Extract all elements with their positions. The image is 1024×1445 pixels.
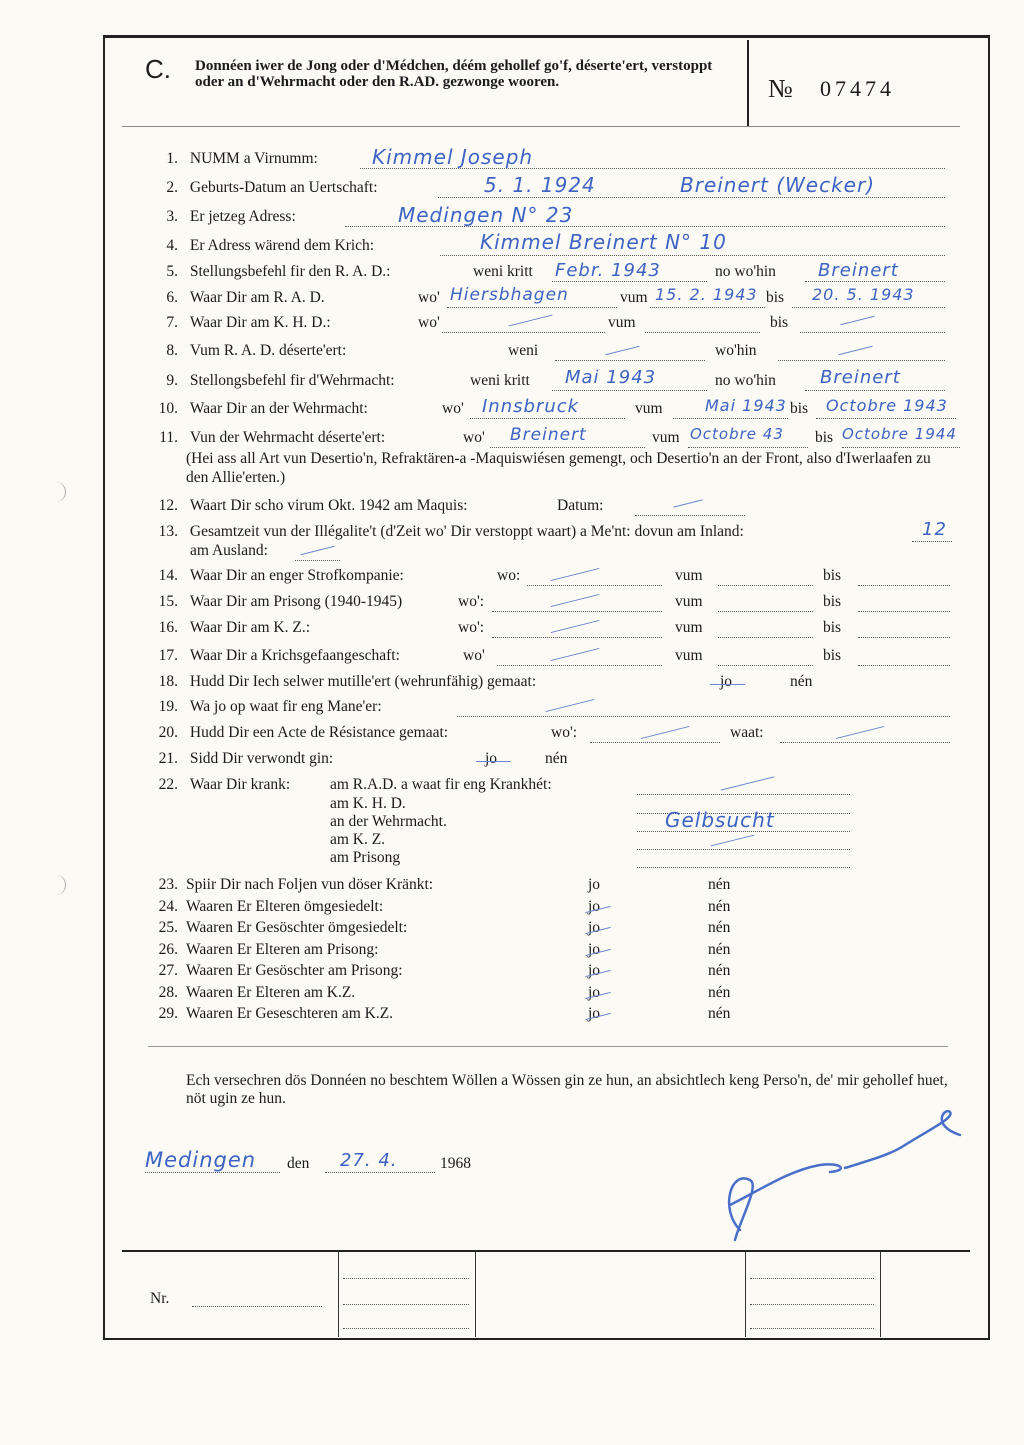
field-number: 8. [166, 342, 178, 359]
label-to: bis [823, 567, 842, 584]
table-line[interactable] [750, 1278, 874, 1279]
field-label: Waaren Er Gesöschter ömgesiedelt: [186, 919, 408, 936]
answer-line[interactable] [490, 447, 645, 448]
field-label: Waaren Er Elteren ömgesiedelt: [186, 898, 384, 915]
field-label: Stellungsbefehl fir den R. A. D.: [189, 263, 391, 280]
field-number: 22. [158, 776, 178, 793]
answer-line[interactable] [858, 637, 950, 638]
answer-line[interactable] [295, 560, 340, 561]
label-from: vum [620, 289, 648, 306]
field-number: 28. [158, 984, 178, 1001]
field-label: Waar Dir am K. Z.: [189, 619, 310, 636]
year-label: 1968 [440, 1155, 471, 1172]
field-2 [150, 179, 378, 197]
label-to: bis [766, 289, 785, 306]
answer-line[interactable] [778, 360, 945, 361]
handwritten-value: Breinert [510, 425, 587, 445]
den-label: den [287, 1155, 310, 1172]
field-8 [150, 342, 346, 360]
answer-line[interactable] [438, 197, 945, 198]
label-from: vum [675, 647, 703, 664]
field-6 [150, 289, 325, 307]
section-letter: C. [145, 54, 171, 84]
answer-line[interactable] [635, 515, 745, 516]
answer-line[interactable] [552, 281, 707, 282]
label-where: wo' [463, 647, 485, 664]
field-label: Sidd Dir verwondt gin: [189, 750, 334, 767]
label-where: wo': [551, 724, 578, 741]
field-number: 9. [166, 372, 178, 389]
yes-no-question [150, 941, 378, 959]
header-rule [122, 126, 960, 127]
label-from: vum [675, 593, 703, 610]
footer-rule [122, 1250, 970, 1252]
handwritten-birthdate: 5. 1. 1924 [484, 173, 596, 197]
field-21 [150, 750, 333, 768]
table-divider [745, 1252, 746, 1337]
table-divider [880, 1252, 881, 1337]
option-yes[interactable]: jo [588, 919, 601, 936]
label-to: bis [823, 619, 842, 636]
label-from: vum [675, 567, 703, 584]
sub-label: am K. H. D. [330, 795, 406, 812]
answer-line[interactable] [858, 585, 950, 586]
field-number: 2. [166, 179, 178, 196]
answer-line[interactable] [912, 541, 952, 542]
sub-label: am Prisong [330, 849, 401, 866]
answer-line[interactable] [805, 281, 945, 282]
yes-no-question [150, 876, 433, 894]
answer-line[interactable] [492, 637, 662, 638]
table-line[interactable] [750, 1328, 874, 1329]
place-line[interactable] [145, 1172, 280, 1173]
label-from: vum [635, 400, 663, 417]
label-when: weni kritt [470, 372, 530, 389]
nr-line[interactable] [192, 1306, 322, 1307]
answer-line[interactable] [457, 716, 950, 717]
option-yes[interactable]: jo [720, 673, 733, 690]
answer-line[interactable] [650, 307, 765, 308]
table-divider [338, 1252, 339, 1337]
option-yes[interactable]: jo [588, 941, 601, 958]
answer-line[interactable] [497, 665, 662, 666]
field-4 [150, 237, 374, 255]
field-number: 21. [158, 750, 178, 767]
table-divider [475, 1252, 476, 1337]
option-no[interactable]: nén [708, 1005, 731, 1022]
field-number: 16. [158, 619, 178, 636]
label-where: no wo'hin [715, 372, 776, 389]
field-label: Waaren Er Gesöschter am Prisong: [186, 962, 403, 979]
field-label: Hudd Dir Iech selwer mutille'ert (wehrunfähig) gemaat: [189, 673, 537, 690]
field-22 [150, 776, 290, 794]
answer-line[interactable] [590, 742, 720, 743]
label-to: bis [770, 314, 789, 331]
handwritten-value: Innsbruck [482, 396, 580, 417]
answer-line[interactable] [637, 849, 850, 850]
field-15 [150, 593, 402, 611]
answer-line[interactable] [442, 332, 605, 333]
option-no[interactable]: nén [545, 750, 568, 767]
label-where: wo' [463, 429, 485, 446]
field-number: 13. [158, 523, 178, 540]
label-from: vum [608, 314, 636, 331]
number-sign: № [768, 74, 793, 103]
option-yes[interactable]: jo [588, 962, 601, 979]
handwritten-value: 12 [922, 519, 947, 540]
field-label: Hudd Dir een Acte de Résistance gemaat: [189, 724, 449, 741]
field-16 [150, 619, 310, 637]
field-number: 12. [158, 497, 178, 514]
yes-no-question [150, 898, 383, 916]
handwritten-value: Octobre 1943 [826, 396, 948, 415]
answer-line[interactable] [718, 611, 813, 612]
handwritten-value: 15. 2. 1943 [655, 285, 758, 304]
table-line[interactable] [343, 1278, 469, 1279]
option-yes[interactable]: jo [588, 876, 601, 893]
field-number: 14. [158, 567, 178, 584]
field-label: Geburts-Datum an Uertschaft: [189, 179, 378, 196]
label-where: wo' [418, 314, 440, 331]
desertion-note: (Hei ass all Art vun Desertio'n, Refraktären-a -Maquiswiésen gemengt, och Desertio'n an der Front, also d'Iwerlaafen zu den Allie'erten.) [186, 450, 931, 486]
field-label: Waart Dir scho virum Okt. 1942 am Maquis: [189, 497, 468, 514]
label-date: Datum: [557, 497, 604, 514]
field-12 [150, 497, 468, 515]
field-number: 29. [158, 1005, 178, 1022]
field-label: Spiir Dir nach Foljen vun döser Kränkt: [186, 876, 434, 893]
answer-line[interactable] [718, 665, 813, 666]
option-no[interactable]: nén [790, 673, 813, 690]
field-number: 11. [159, 429, 178, 446]
handwritten-illness: Gelbsucht [665, 808, 775, 832]
answer-line[interactable] [440, 255, 945, 256]
handwritten-name: Kimmel Joseph [372, 145, 534, 169]
answer-line[interactable] [792, 307, 945, 308]
field-number: 25. [158, 919, 178, 936]
field-17 [150, 647, 400, 665]
declaration-text: Ech versechren dös Donnéen no beschtem Wöllen a Wössen gin ze hun, an absichtlech keng Perso'n, de' mir gehollef huet, nöt ugin ze hun. [186, 1072, 948, 1107]
field-label: Er jetzeg Adress: [189, 208, 296, 225]
nr-label: Nr. [150, 1290, 170, 1307]
option-yes[interactable]: jo [588, 1005, 601, 1022]
label-rad-illness: am R.A.D. a waat fir eng Krankhét: [330, 776, 552, 793]
field-number: 26. [158, 941, 178, 958]
yes-no-question [150, 1005, 393, 1023]
date-line[interactable] [325, 1172, 435, 1173]
answer-line[interactable] [688, 447, 808, 448]
answer-line[interactable] [718, 585, 813, 586]
label-to: bis [790, 400, 809, 417]
label-what: waat: [730, 724, 764, 741]
field-1 [150, 150, 318, 168]
field-13 [150, 523, 744, 541]
handwritten-value: Mai 1943 [705, 396, 787, 415]
field-14 [150, 567, 404, 585]
field-label: Stellongsbefehl fir d'Wehrmacht: [189, 372, 395, 389]
sub-label: an der Wehrmacht. [330, 813, 447, 830]
field-label: Waaren Er Geseschteren am K.Z. [186, 1005, 394, 1022]
field-number: 27. [158, 962, 178, 979]
handwritten-value: Hiersbhagen [450, 285, 569, 305]
answer-line[interactable] [470, 418, 625, 419]
handwritten-date: 27. 4. [340, 1150, 398, 1171]
field-number: 4. [166, 237, 178, 254]
option-yes[interactable]: jo [485, 750, 498, 767]
field-number: 6. [166, 289, 178, 306]
option-yes[interactable]: jo [588, 984, 601, 1001]
label-from: vum [675, 619, 703, 636]
answer-line[interactable] [805, 390, 945, 391]
answer-line[interactable] [637, 794, 850, 795]
punch-hole [55, 482, 66, 502]
table-line[interactable] [343, 1304, 469, 1305]
label-where: wo' [418, 289, 440, 306]
label-to: bis [823, 593, 842, 610]
form-title: Donnéen iwer de Jong oder d'Médchen, déém gehollef go'f, déserte'ert, verstoppt oder an d'Wehrmacht oder den R.AD. gezwonge wooren. [195, 58, 713, 90]
field-number: 20. [158, 724, 178, 741]
answer-line[interactable] [780, 742, 950, 743]
field-label: Waar Dir an enger Strofkompanie: [189, 567, 404, 584]
label-where: wo'hin [715, 342, 757, 359]
field-9 [150, 372, 395, 390]
field-label: Waar Dir am Prisong (1940-1945) [189, 593, 403, 610]
strike-mark [476, 761, 511, 762]
field-number: 7. [166, 314, 178, 331]
field-18 [150, 673, 536, 691]
answer-line[interactable] [492, 611, 662, 612]
form-number: 07474 [820, 76, 895, 101]
answer-line[interactable] [800, 332, 945, 333]
field-label: Waaren Er Elteren am K.Z. [186, 984, 356, 1001]
answer-line[interactable] [858, 665, 950, 666]
field-19 [150, 698, 382, 716]
option-no[interactable]: nén [708, 919, 731, 936]
answer-line[interactable] [673, 418, 788, 419]
answer-line[interactable] [645, 332, 760, 333]
answer-line[interactable] [858, 611, 950, 612]
field-number: 15. [158, 593, 178, 610]
option-no[interactable]: nén [708, 941, 731, 958]
punch-hole [55, 875, 66, 895]
handwritten-value: Octobre 1944 [842, 425, 957, 443]
field-number: 19. [158, 698, 178, 715]
handwritten-value: 20. 5. 1943 [812, 285, 915, 304]
option-no[interactable]: nén [708, 962, 731, 979]
answer-line[interactable] [552, 390, 707, 391]
field-label: Gesamtzeit vun der Illégalite't (d'Zeit wo' Dir verstoppt waart) a Me'nt: dovun am Inland: [189, 523, 744, 540]
field-20 [150, 724, 448, 742]
label-where: wo': [458, 619, 485, 636]
header-divider [747, 40, 749, 126]
label-to: bis [823, 647, 842, 664]
handwritten-value: Breinert [820, 367, 901, 388]
label-abroad: am Ausland: [190, 542, 268, 559]
field-number: 23. [158, 876, 178, 893]
answer-line[interactable] [637, 867, 850, 868]
answer-line[interactable] [718, 637, 813, 638]
field-label: Waar Dir krank: [189, 776, 291, 793]
option-no[interactable]: nén [708, 898, 731, 915]
field-number: 24. [158, 898, 178, 915]
field-label: Er Adress wärend dem Krich: [189, 237, 375, 254]
handwritten-birthplace: Breinert (Wecker) [680, 173, 875, 197]
field-number: 3. [166, 208, 178, 225]
handwritten-address: Medingen N° 23 [398, 203, 574, 227]
field-number: 5. [166, 263, 178, 280]
field-11 [150, 429, 385, 447]
field-number: 10. [158, 400, 178, 417]
label-where: wo': [458, 593, 485, 610]
field-number: 17. [158, 647, 178, 664]
label-where: wo: [497, 567, 521, 584]
field-label: Waaren Er Elteren am Prisong: [186, 941, 379, 958]
handwritten-war-address: Kimmel Breinert N° 10 [480, 230, 727, 254]
field-label: Wa jo op waat fir eng Mane'er: [189, 698, 382, 715]
yes-no-question [150, 919, 407, 937]
label-when: weni [508, 342, 539, 359]
label-where: no wo'hin [715, 263, 776, 280]
field-number: 18. [158, 673, 178, 690]
field-label: Waar Dir an der Wehrmacht: [189, 400, 368, 417]
signature-image [700, 1110, 970, 1250]
answer-line[interactable] [842, 447, 960, 448]
field-label: Waar Dir a Krichsgefaangeschaft: [189, 647, 400, 664]
table-line[interactable] [343, 1328, 469, 1329]
handwritten-place: Medingen [145, 1148, 257, 1172]
option-yes[interactable]: jo [588, 898, 601, 915]
field-3 [150, 208, 296, 226]
answer-line[interactable] [816, 418, 956, 419]
handwritten-value: Febr. 1943 [555, 260, 661, 281]
field-label: Vum R. A. D. déserte'ert: [189, 342, 347, 359]
yes-no-question [150, 962, 403, 980]
field-label: Vun der Wehrmacht déserte'ert: [189, 429, 386, 446]
handwritten-value: Breinert [818, 260, 899, 281]
field-number: 1. [166, 150, 178, 167]
label-to: bis [815, 429, 834, 446]
handwritten-value: Mai 1943 [565, 367, 657, 388]
section-rule [148, 1046, 948, 1047]
field-label: NUMM a Virnumm: [189, 150, 318, 167]
field-7 [150, 314, 331, 332]
field-10 [150, 400, 368, 418]
sub-label: am K. Z. [330, 831, 386, 848]
strike-mark [710, 684, 745, 685]
answer-line[interactable] [447, 307, 617, 308]
field-label: Waar Dir am R. A. D. [189, 289, 325, 306]
handwritten-value: Octobre 43 [690, 425, 784, 443]
label-when: weni kritt [473, 263, 533, 280]
label-where: wo' [442, 400, 464, 417]
option-no[interactable]: nén [708, 984, 731, 1001]
field-5 [150, 263, 391, 281]
field-label: Waar Dir am K. H. D.: [189, 314, 331, 331]
table-line[interactable] [750, 1304, 874, 1305]
answer-line[interactable] [527, 585, 662, 586]
yes-no-question [150, 984, 355, 1002]
label-from: vum [652, 429, 680, 446]
answer-line[interactable] [555, 360, 705, 361]
option-no[interactable]: nén [708, 876, 731, 893]
